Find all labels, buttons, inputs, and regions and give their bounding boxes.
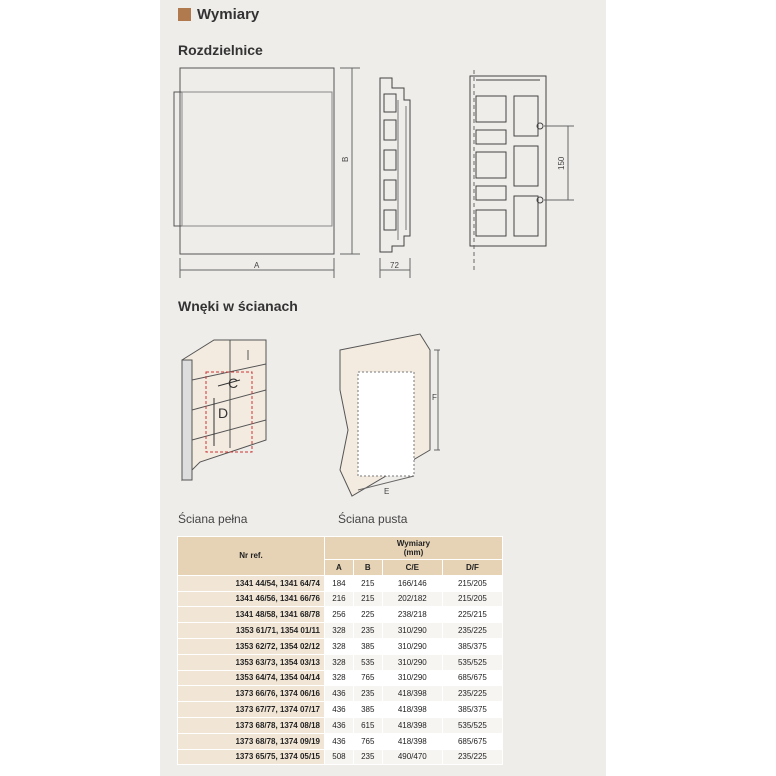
ce-cell: 418/398 [382, 702, 442, 718]
ref-cell: 1373 68/78, 1374 08/18 [178, 717, 325, 733]
dimension-150-label: 150 [557, 156, 566, 170]
ref-cell: 1373 66/76, 1374 06/16 [178, 686, 325, 702]
table-row [178, 749, 503, 765]
dimension-b-label: B [341, 156, 350, 162]
ce-cell: 310/290 [382, 654, 442, 670]
ref-cell: 1373 65/75, 1374 05/15 [178, 749, 325, 765]
distribution-board-drawings [0, 0, 776, 290]
column-header-df: D/F [442, 560, 502, 576]
b-cell: 765 [353, 670, 382, 686]
dimensions-title: Wymiary [396, 539, 431, 548]
df-cell: 225/215 [442, 607, 502, 623]
table-row [178, 670, 503, 686]
df-cell: 535/525 [442, 717, 502, 733]
a-cell: 256 [325, 607, 354, 623]
ce-cell: 418/398 [382, 733, 442, 749]
a-cell: 328 [325, 670, 354, 686]
column-header-ce: C/E [382, 560, 442, 576]
df-cell: 385/375 [442, 702, 502, 718]
b-cell: 765 [353, 733, 382, 749]
ref-cell: 1373 68/78, 1374 09/19 [178, 733, 325, 749]
table-row [178, 607, 503, 623]
table-row [178, 702, 503, 718]
df-cell: 685/675 [442, 670, 502, 686]
caption-solid-wall: Ściana pełna [178, 512, 248, 526]
b-cell: 235 [353, 686, 382, 702]
table-row [178, 591, 503, 607]
a-cell: 436 [325, 733, 354, 749]
df-cell: 235/225 [442, 623, 502, 639]
hollow-wall-drawing [340, 334, 440, 496]
column-header-b: B [353, 560, 382, 576]
side-view-drawing [380, 78, 410, 278]
a-cell: 328 [325, 638, 354, 654]
dimension-72-label: 72 [390, 261, 399, 270]
a-cell: 216 [325, 591, 354, 607]
table-row [178, 654, 503, 670]
page-title: Wymiary [197, 6, 260, 23]
df-cell: 235/225 [442, 686, 502, 702]
a-cell: 436 [325, 717, 354, 733]
ce-cell: 418/398 [382, 686, 442, 702]
df-cell: 685/675 [442, 733, 502, 749]
ce-cell: 310/290 [382, 638, 442, 654]
table-row [178, 733, 503, 749]
ce-cell: 238/218 [382, 607, 442, 623]
section-title-distribution-boards: Rozdzielnice [178, 42, 263, 58]
ref-cell: 1353 64/74, 1354 04/14 [178, 670, 325, 686]
a-cell: 436 [325, 686, 354, 702]
b-cell: 235 [353, 749, 382, 765]
a-cell: 184 [325, 575, 354, 591]
table-row [178, 638, 503, 654]
front-view-drawing [174, 68, 360, 278]
ref-cell: 1341 48/58, 1341 68/78 [178, 607, 325, 623]
dimensions-table [177, 536, 503, 765]
ce-cell: 310/290 [382, 623, 442, 639]
df-cell: 385/375 [442, 638, 502, 654]
table-row [178, 575, 503, 591]
b-cell: 385 [353, 702, 382, 718]
dimension-d-label: D [218, 405, 229, 421]
table-row [178, 623, 503, 639]
dimension-f-label: F [432, 393, 437, 402]
dimension-a-label: A [254, 261, 260, 270]
section-title-wall-recesses: Wnęki w ścianach [178, 298, 298, 314]
caption-hollow-wall: Ściana pusta [338, 512, 408, 526]
ref-cell: 1341 44/54, 1341 64/74 [178, 575, 325, 591]
b-cell: 385 [353, 638, 382, 654]
column-header-dimensions [325, 537, 503, 560]
ref-cell: 1373 67/77, 1374 07/17 [178, 702, 325, 718]
ref-cell: 1341 46/56, 1341 66/76 [178, 591, 325, 607]
b-cell: 615 [353, 717, 382, 733]
b-cell: 235 [353, 623, 382, 639]
ce-cell: 310/290 [382, 670, 442, 686]
b-cell: 215 [353, 575, 382, 591]
a-cell: 436 [325, 702, 354, 718]
ce-cell: 418/398 [382, 717, 442, 733]
ce-cell: 490/470 [382, 749, 442, 765]
df-cell: 535/525 [442, 654, 502, 670]
wall-recess-drawings [0, 320, 776, 510]
ref-cell: 1353 61/71, 1354 01/11 [178, 623, 325, 639]
df-cell: 235/225 [442, 749, 502, 765]
a-cell: 328 [325, 654, 354, 670]
b-cell: 535 [353, 654, 382, 670]
b-cell: 225 [353, 607, 382, 623]
a-cell: 328 [325, 623, 354, 639]
df-cell: 215/205 [442, 575, 502, 591]
dimensions-unit: (mm) [403, 548, 424, 557]
dimension-e-label: E [384, 487, 390, 496]
b-cell: 215 [353, 591, 382, 607]
column-header-ref: Nr ref. [178, 537, 325, 576]
ref-cell: 1353 63/73, 1354 03/13 [178, 654, 325, 670]
dimension-c-label: C [228, 375, 239, 391]
table-row [178, 717, 503, 733]
df-cell: 215/205 [442, 591, 502, 607]
a-cell: 508 [325, 749, 354, 765]
ce-cell: 166/146 [382, 575, 442, 591]
ref-cell: 1353 62/72, 1354 02/12 [178, 638, 325, 654]
column-header-a: A [325, 560, 354, 576]
ce-cell: 202/182 [382, 591, 442, 607]
table-row [178, 686, 503, 702]
